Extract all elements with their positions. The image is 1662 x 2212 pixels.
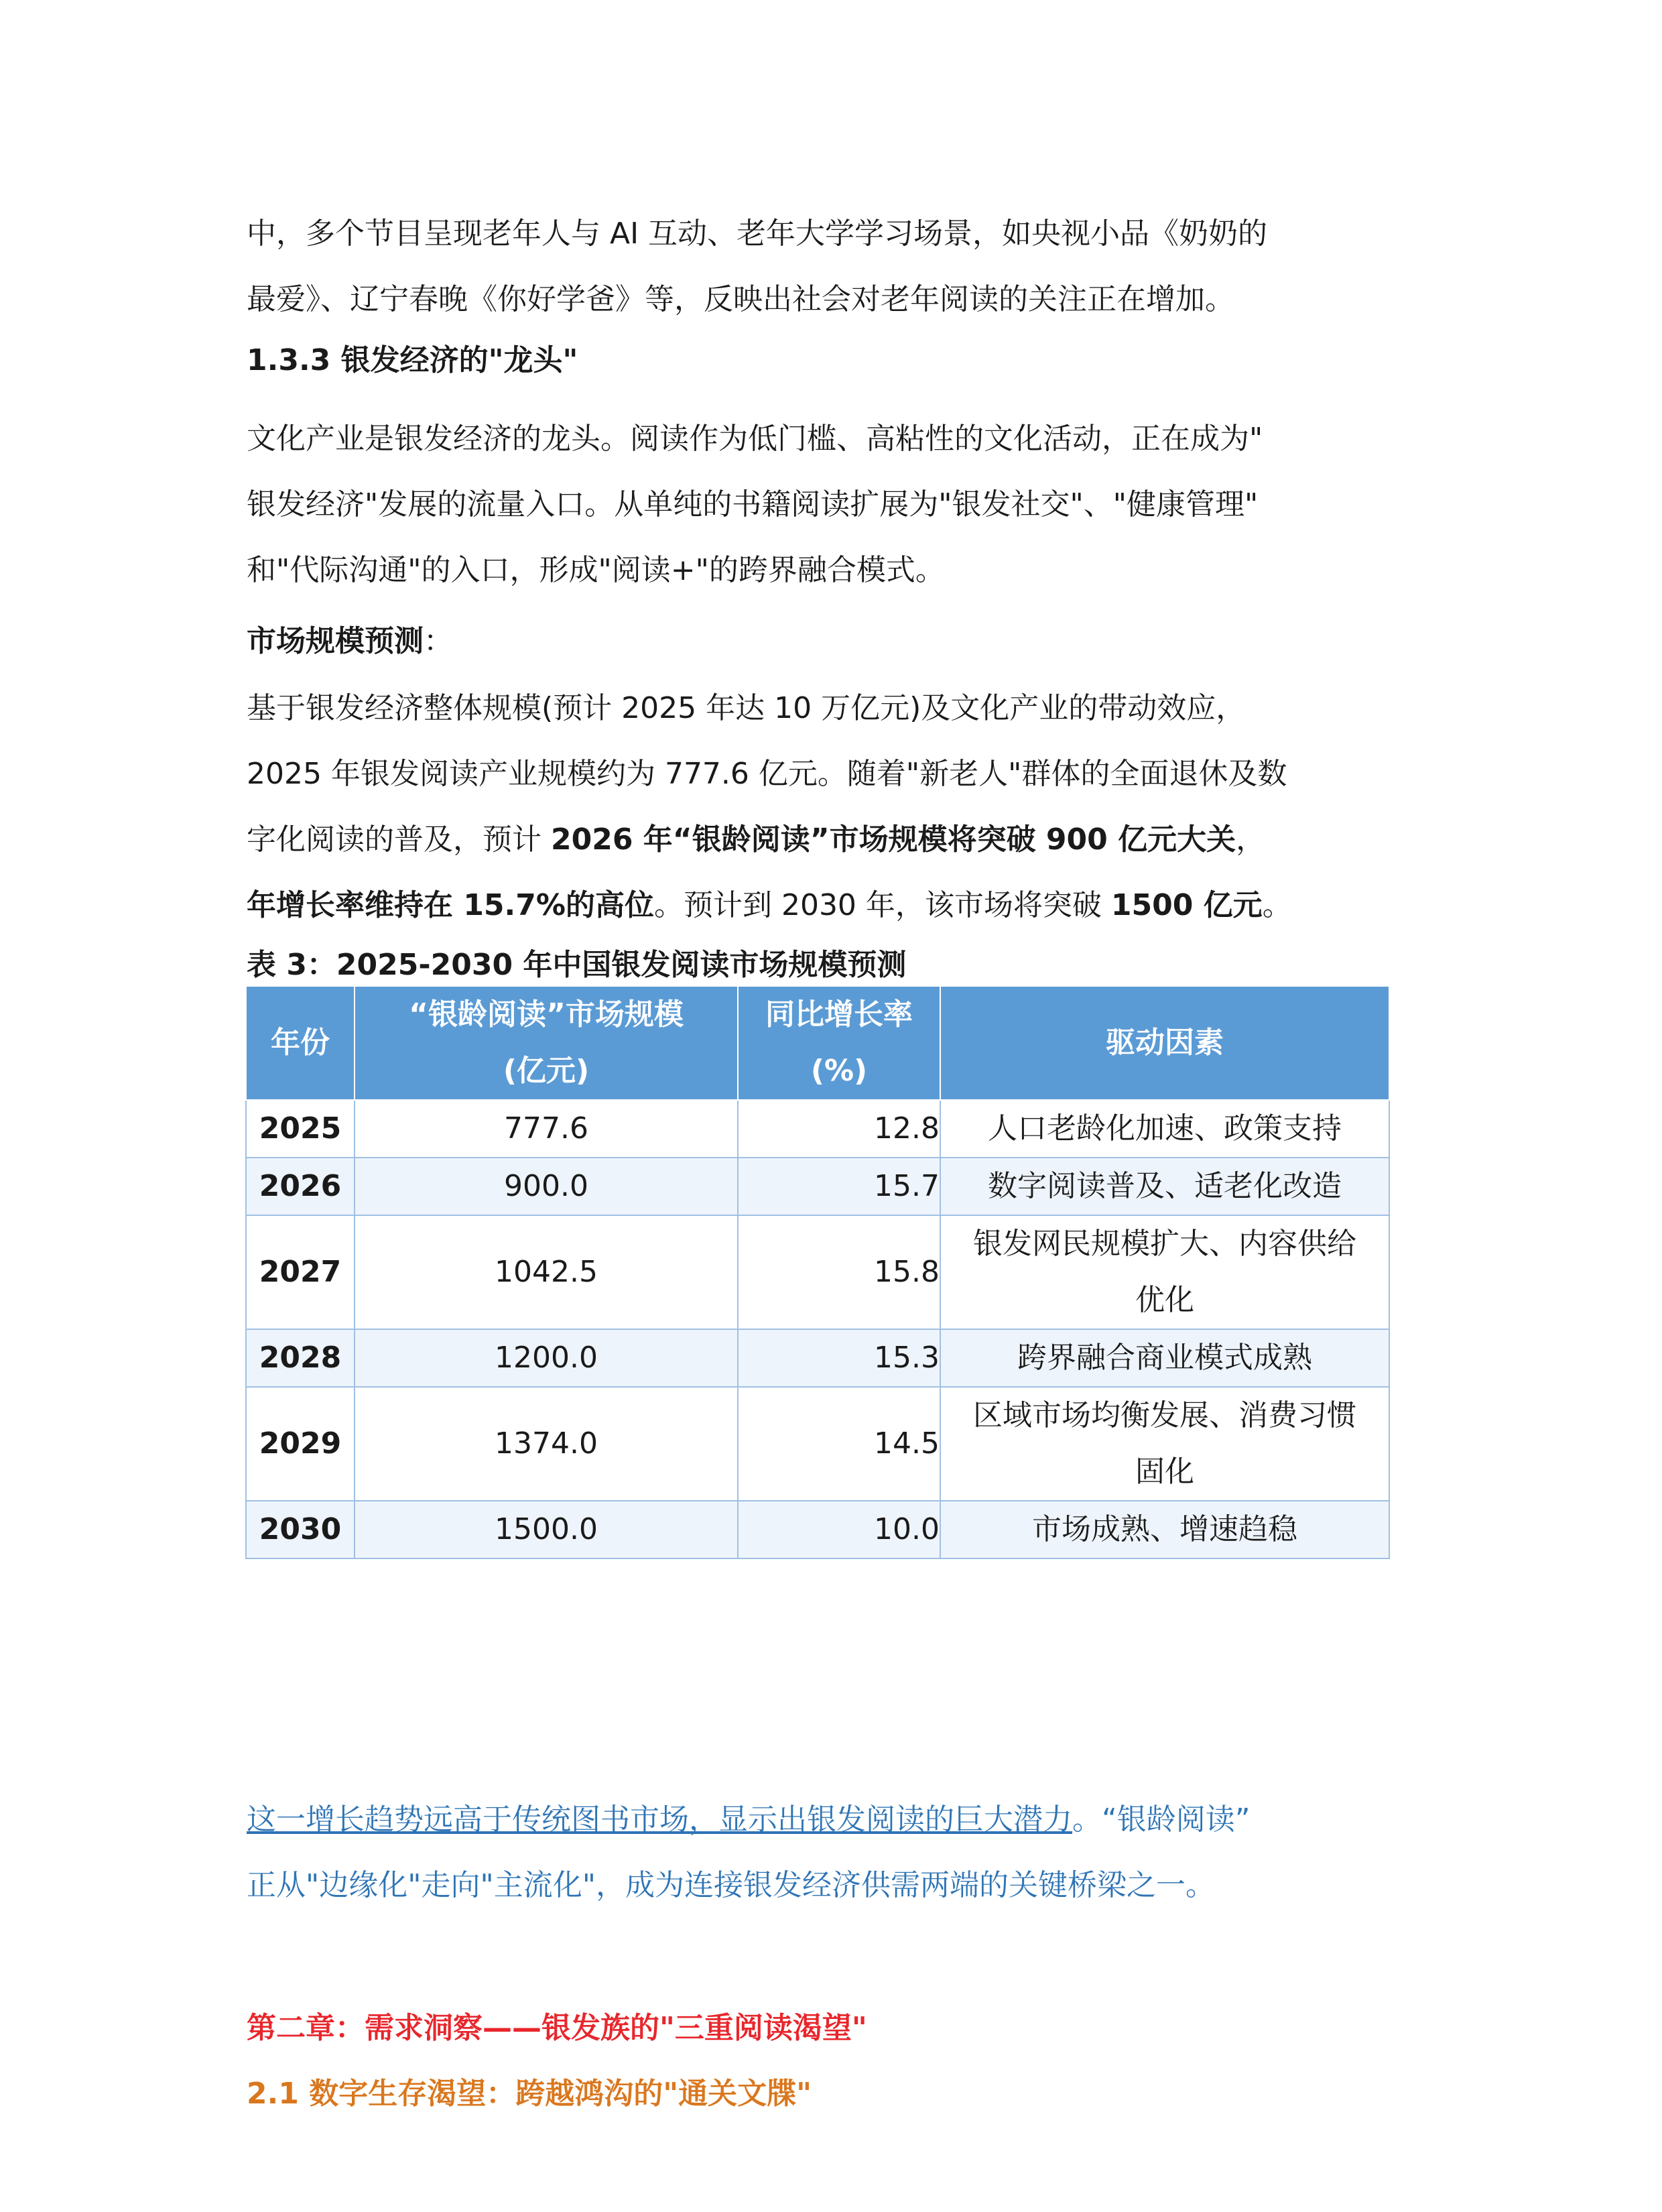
cell-driver bbox=[940, 1215, 1389, 1329]
cell-year: 2025 bbox=[246, 1100, 355, 1158]
conclusion-line-2: 正从"边缘化"走向"主流化"，成为连接银发经济供需两端的关键桥梁之一。 bbox=[247, 1868, 1215, 1902]
market-line-4-end: 。 bbox=[1262, 888, 1292, 922]
header-year: 年份 bbox=[246, 986, 355, 1100]
table-row bbox=[246, 1158, 1389, 1215]
intro-paragraph bbox=[247, 201, 1386, 332]
cell-rate: 14.5 bbox=[738, 1387, 940, 1501]
intro-line-1: 中，多个节目呈现老年人与 AI 互动、老年大学学习场景，如央视小品《奶奶的 bbox=[247, 217, 1268, 251]
cell-driver-line-1: 银发网民规模扩大、内容供给 bbox=[973, 1227, 1356, 1261]
cell-driver-line-2: 固化 bbox=[1135, 1455, 1194, 1489]
conclusion-line-1-rest: 。“银龄阅读” bbox=[1072, 1802, 1251, 1837]
market-line-4-bold-2: 1500 亿元 bbox=[1110, 888, 1263, 922]
culture-line-2: 银发经济"发展的流量入口。从单纯的书籍阅读扩展为"银发社交"、"健康管理" bbox=[247, 487, 1259, 521]
header-market-size bbox=[355, 986, 738, 1100]
cell-driver: 人口老龄化加速、政策支持 bbox=[940, 1100, 1389, 1158]
cell-year: 2029 bbox=[246, 1387, 355, 1501]
market-line-4-bold: 年增长率维持在 15.7%的高位 bbox=[247, 888, 654, 922]
market-line-3-plain: 字化阅读的普及，预计 bbox=[247, 822, 551, 857]
market-line-4 bbox=[247, 873, 1386, 938]
chapter-2-heading: 第二章：需求洞察——银发族的"三重阅读渴望" bbox=[247, 2011, 867, 2045]
header-growth-rate-line-2: (%) bbox=[810, 1054, 868, 1088]
cell-driver-line-2: 优化 bbox=[1135, 1283, 1194, 1317]
conclusion-line-1 bbox=[247, 1787, 1386, 1853]
cell-size: 1042.5 bbox=[355, 1215, 738, 1329]
cell-driver bbox=[940, 1387, 1389, 1501]
table-header-row bbox=[246, 986, 1389, 1100]
market-line-4-plain: 。预计到 2030 年，该市场将突破 bbox=[653, 888, 1111, 922]
cell-size: 1200.0 bbox=[355, 1329, 738, 1387]
table-row bbox=[246, 1100, 1389, 1158]
market-line-3-end: ， bbox=[1236, 822, 1266, 857]
table-row bbox=[246, 1501, 1389, 1558]
market-line-3 bbox=[247, 807, 1386, 873]
cell-rate: 12.8 bbox=[738, 1100, 940, 1158]
table-row bbox=[246, 1215, 1389, 1329]
header-driver: 驱动因素 bbox=[940, 986, 1389, 1100]
culture-paragraph bbox=[247, 406, 1386, 603]
cell-rate: 10.0 bbox=[738, 1501, 940, 1558]
section-2-1-heading: 2.1 数字生存渴望：跨越鸿沟的"通关文牒" bbox=[247, 2077, 812, 2111]
section-1-3-3-heading: 1.3.3 银发经济的"龙头" bbox=[247, 343, 578, 377]
cell-driver: 跨界融合商业模式成熟 bbox=[940, 1329, 1389, 1387]
cell-rate: 15.8 bbox=[738, 1215, 940, 1329]
cell-year: 2028 bbox=[246, 1329, 355, 1387]
market-forecast-title: 市场规模预测 bbox=[247, 624, 424, 658]
table-row bbox=[246, 1387, 1389, 1501]
conclusion-underlined-text: 这一增长趋势远高于传统图书市场，显示出银发阅读的巨大潜力 bbox=[247, 1802, 1072, 1837]
cell-size: 777.6 bbox=[355, 1100, 738, 1158]
table-caption: 表 3：2025-2030 年中国银发阅读市场规模预测 bbox=[247, 948, 907, 982]
cell-driver-line-1: 区域市场均衡发展、消费习惯 bbox=[973, 1398, 1356, 1432]
market-line-3-bold: 2026 年“银龄阅读”市场规模将突破 900 亿元大关 bbox=[551, 822, 1236, 857]
cell-rate: 15.3 bbox=[738, 1329, 940, 1387]
header-growth-rate bbox=[738, 986, 940, 1100]
culture-line-3: 和"代际沟通"的入口，形成"阅读+"的跨界融合模式。 bbox=[247, 553, 945, 587]
cell-year: 2030 bbox=[246, 1501, 355, 1558]
cell-year: 2026 bbox=[246, 1158, 355, 1215]
cell-year: 2027 bbox=[246, 1215, 355, 1329]
header-growth-rate-line-1: 同比增长率 bbox=[765, 997, 913, 1032]
conclusion-paragraph bbox=[247, 1787, 1386, 1918]
market-line-2: 2025 年银发阅读产业规模约为 777.6 亿元。随着"新老人"群体的全面退休及数 bbox=[247, 757, 1287, 791]
culture-line-1: 文化产业是银发经济的龙头。阅读作为低门槛、高粘性的文化活动，正在成为" bbox=[247, 422, 1263, 456]
market-line-1: 基于银发经济整体规模(预计 2025 年达 10 万亿元)及文化产业的带动效应， bbox=[247, 691, 1246, 725]
market-forecast-heading bbox=[247, 609, 453, 674]
cell-size: 1500.0 bbox=[355, 1501, 738, 1558]
market-forecast-table bbox=[245, 985, 1390, 1559]
cell-size: 900.0 bbox=[355, 1158, 738, 1215]
header-market-size-line-1: “银龄阅读”市场规模 bbox=[409, 997, 684, 1032]
header-market-size-line-2: (亿元) bbox=[503, 1054, 590, 1088]
market-forecast-colon: ： bbox=[424, 624, 453, 658]
cell-rate: 15.7 bbox=[738, 1158, 940, 1215]
cell-size: 1374.0 bbox=[355, 1387, 738, 1501]
cell-driver: 数字阅读普及、适老化改造 bbox=[940, 1158, 1389, 1215]
cell-driver: 市场成熟、增速趋稳 bbox=[940, 1501, 1389, 1558]
market-paragraph bbox=[247, 676, 1386, 938]
intro-line-2: 最爱》、辽宁春晚《你好学爸》等，反映出社会对老年阅读的关注正在增加。 bbox=[247, 282, 1234, 316]
table-row bbox=[246, 1329, 1389, 1387]
